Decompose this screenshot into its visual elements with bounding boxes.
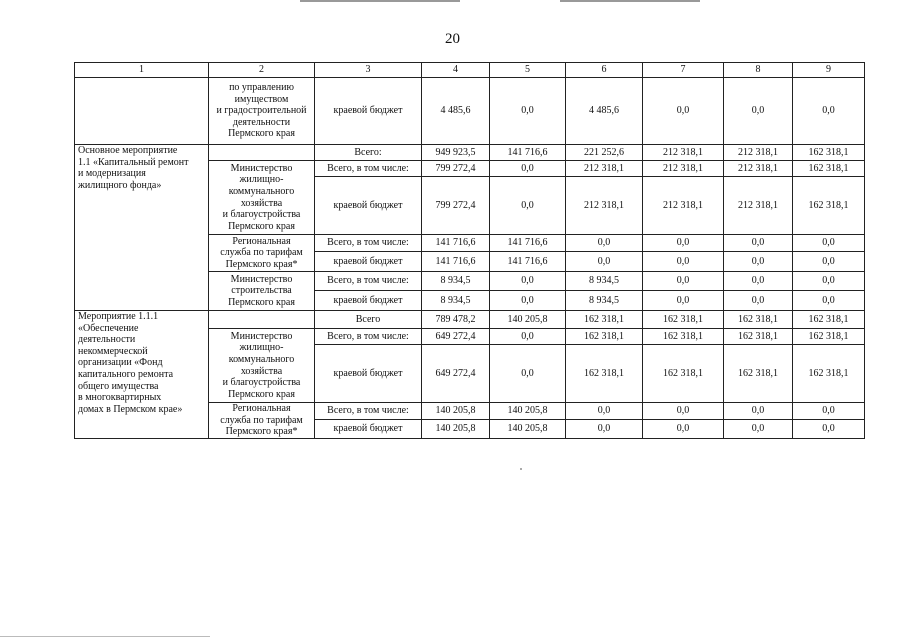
value-cell: 162 318,1 [793, 177, 865, 235]
value-cell: 789 478,2 [422, 311, 490, 329]
funding-source: краевой бюджет [315, 345, 422, 403]
value-cell: 212 318,1 [724, 177, 793, 235]
value-cell: 8 934,5 [422, 272, 490, 291]
funding-source: Всего, в том числе: [315, 235, 422, 252]
column-number: 1 [75, 63, 209, 78]
measure-title: Мероприятие 1.1.1 «Обеспечение деятельности некоммерческой организации «Фонд капитального ремонта общего имущества в многоквартирных домах в Пермском крае» [75, 311, 209, 439]
column-number: 2 [209, 63, 315, 78]
value-cell: 162 318,1 [724, 311, 793, 329]
value-cell: 0,0 [490, 329, 566, 345]
column-number-row [75, 63, 865, 78]
value-cell: 799 272,4 [422, 177, 490, 235]
value-cell: 799 272,4 [422, 161, 490, 177]
table-row [75, 145, 865, 161]
value-cell: 212 318,1 [643, 177, 724, 235]
executor-cell: Министерство строительства Пермского края [209, 272, 315, 311]
scan-edge-line [560, 0, 700, 2]
column-number: 7 [643, 63, 724, 78]
column-number: 3 [315, 63, 422, 78]
funding-source: Всего, в том числе: [315, 161, 422, 177]
value-cell: 0,0 [724, 235, 793, 252]
value-cell: 162 318,1 [566, 329, 643, 345]
value-cell: 212 318,1 [724, 161, 793, 177]
value-cell: 0,0 [793, 420, 865, 439]
value-cell: 140 205,8 [490, 403, 566, 420]
funding-source: краевой бюджет [315, 177, 422, 235]
value-cell: 212 318,1 [643, 145, 724, 161]
value-cell: 4 485,6 [422, 78, 490, 145]
value-cell: 141 716,6 [422, 235, 490, 252]
funding-source: краевой бюджет [315, 291, 422, 311]
value-cell: 0,0 [643, 272, 724, 291]
value-cell: 162 318,1 [793, 311, 865, 329]
executor-cell: Министерство жилищно- коммунального хозяйства и благоустройства Пермского края [209, 329, 315, 403]
value-cell: 0,0 [793, 78, 865, 145]
value-cell: 0,0 [643, 235, 724, 252]
value-cell: 162 318,1 [643, 329, 724, 345]
value-cell: 140 205,8 [422, 420, 490, 439]
value-cell: 949 923,5 [422, 145, 490, 161]
table-row [75, 311, 865, 329]
measure-title: Основное мероприятие 1.1 «Капитальный ремонт и модернизация жилищного фонда» [75, 145, 209, 311]
budget-table [74, 62, 865, 439]
funding-source: Всего, в том числе: [315, 272, 422, 291]
value-cell: 162 318,1 [643, 311, 724, 329]
value-cell: 221 252,6 [566, 145, 643, 161]
executor-cell: Региональная служба по тарифам Пермского края* [209, 403, 315, 439]
value-cell: 141 716,6 [490, 252, 566, 272]
executor-cell: по управлению имуществом и градостроительной деятельности Пермского края [209, 78, 315, 145]
column-number: 9 [793, 63, 865, 78]
value-cell: 0,0 [724, 78, 793, 145]
table-row [75, 78, 865, 145]
value-cell: 0,0 [643, 78, 724, 145]
funding-source: краевой бюджет [315, 252, 422, 272]
value-cell: 649 272,4 [422, 345, 490, 403]
value-cell: 8 934,5 [566, 272, 643, 291]
value-cell: 162 318,1 [793, 329, 865, 345]
value-cell: 162 318,1 [793, 345, 865, 403]
value-cell: 8 934,5 [566, 291, 643, 311]
funding-source: Всего, в том числе: [315, 329, 422, 345]
value-cell: 4 485,6 [566, 78, 643, 145]
value-cell: 212 318,1 [724, 145, 793, 161]
value-cell: 0,0 [490, 345, 566, 403]
value-cell: 0,0 [724, 272, 793, 291]
value-cell: 0,0 [490, 78, 566, 145]
value-cell: 649 272,4 [422, 329, 490, 345]
funding-source: Всего [315, 311, 422, 329]
value-cell: 212 318,1 [566, 177, 643, 235]
value-cell: 162 318,1 [643, 345, 724, 403]
value-cell: 162 318,1 [566, 345, 643, 403]
executor-cell: Региональная служба по тарифам Пермского края* [209, 235, 315, 272]
value-cell: 162 318,1 [724, 345, 793, 403]
column-number: 4 [422, 63, 490, 78]
executor-cell-empty [209, 145, 315, 161]
value-cell: 141 716,6 [422, 252, 490, 272]
value-cell: 0,0 [490, 177, 566, 235]
scan-edge-line [0, 636, 210, 637]
value-cell: 8 934,5 [422, 291, 490, 311]
executor-cell-empty [209, 311, 315, 329]
value-cell: 0,0 [793, 291, 865, 311]
scan-speck [520, 468, 522, 470]
value-cell: 0,0 [643, 291, 724, 311]
value-cell: 0,0 [724, 403, 793, 420]
value-cell: 0,0 [724, 420, 793, 439]
value-cell: 0,0 [566, 403, 643, 420]
funding-source: краевой бюджет [315, 420, 422, 439]
column-number: 5 [490, 63, 566, 78]
value-cell: 140 205,8 [490, 420, 566, 439]
value-cell: 0,0 [793, 235, 865, 252]
page-number: 20 [445, 31, 460, 47]
value-cell: 0,0 [643, 252, 724, 272]
value-cell: 0,0 [566, 420, 643, 439]
value-cell: 141 716,6 [490, 235, 566, 252]
column-number: 6 [566, 63, 643, 78]
value-cell: 162 318,1 [566, 311, 643, 329]
executor-cell: Министерство жилищно- коммунального хозяйства и благоустройства Пермского края [209, 161, 315, 235]
value-cell: 0,0 [490, 272, 566, 291]
value-cell: 0,0 [793, 252, 865, 272]
column-number: 8 [724, 63, 793, 78]
value-cell: 0,0 [490, 291, 566, 311]
value-cell: 141 716,6 [490, 145, 566, 161]
value-cell: 0,0 [643, 403, 724, 420]
value-cell: 162 318,1 [793, 145, 865, 161]
value-cell: 0,0 [793, 403, 865, 420]
value-cell: 0,0 [566, 252, 643, 272]
scan-edge-line [300, 0, 460, 2]
value-cell: 0,0 [793, 272, 865, 291]
value-cell: 212 318,1 [643, 161, 724, 177]
value-cell: 140 205,8 [422, 403, 490, 420]
value-cell: 162 318,1 [724, 329, 793, 345]
funding-source: Всего, в том числе: [315, 403, 422, 420]
value-cell: 0,0 [490, 161, 566, 177]
value-cell: 0,0 [724, 291, 793, 311]
value-cell: 140 205,8 [490, 311, 566, 329]
measure-cell-empty [75, 78, 209, 145]
funding-source: Всего: [315, 145, 422, 161]
funding-source: краевой бюджет [315, 78, 422, 145]
value-cell: 162 318,1 [793, 161, 865, 177]
value-cell: 0,0 [643, 420, 724, 439]
value-cell: 212 318,1 [566, 161, 643, 177]
value-cell: 0,0 [724, 252, 793, 272]
value-cell: 0,0 [566, 235, 643, 252]
